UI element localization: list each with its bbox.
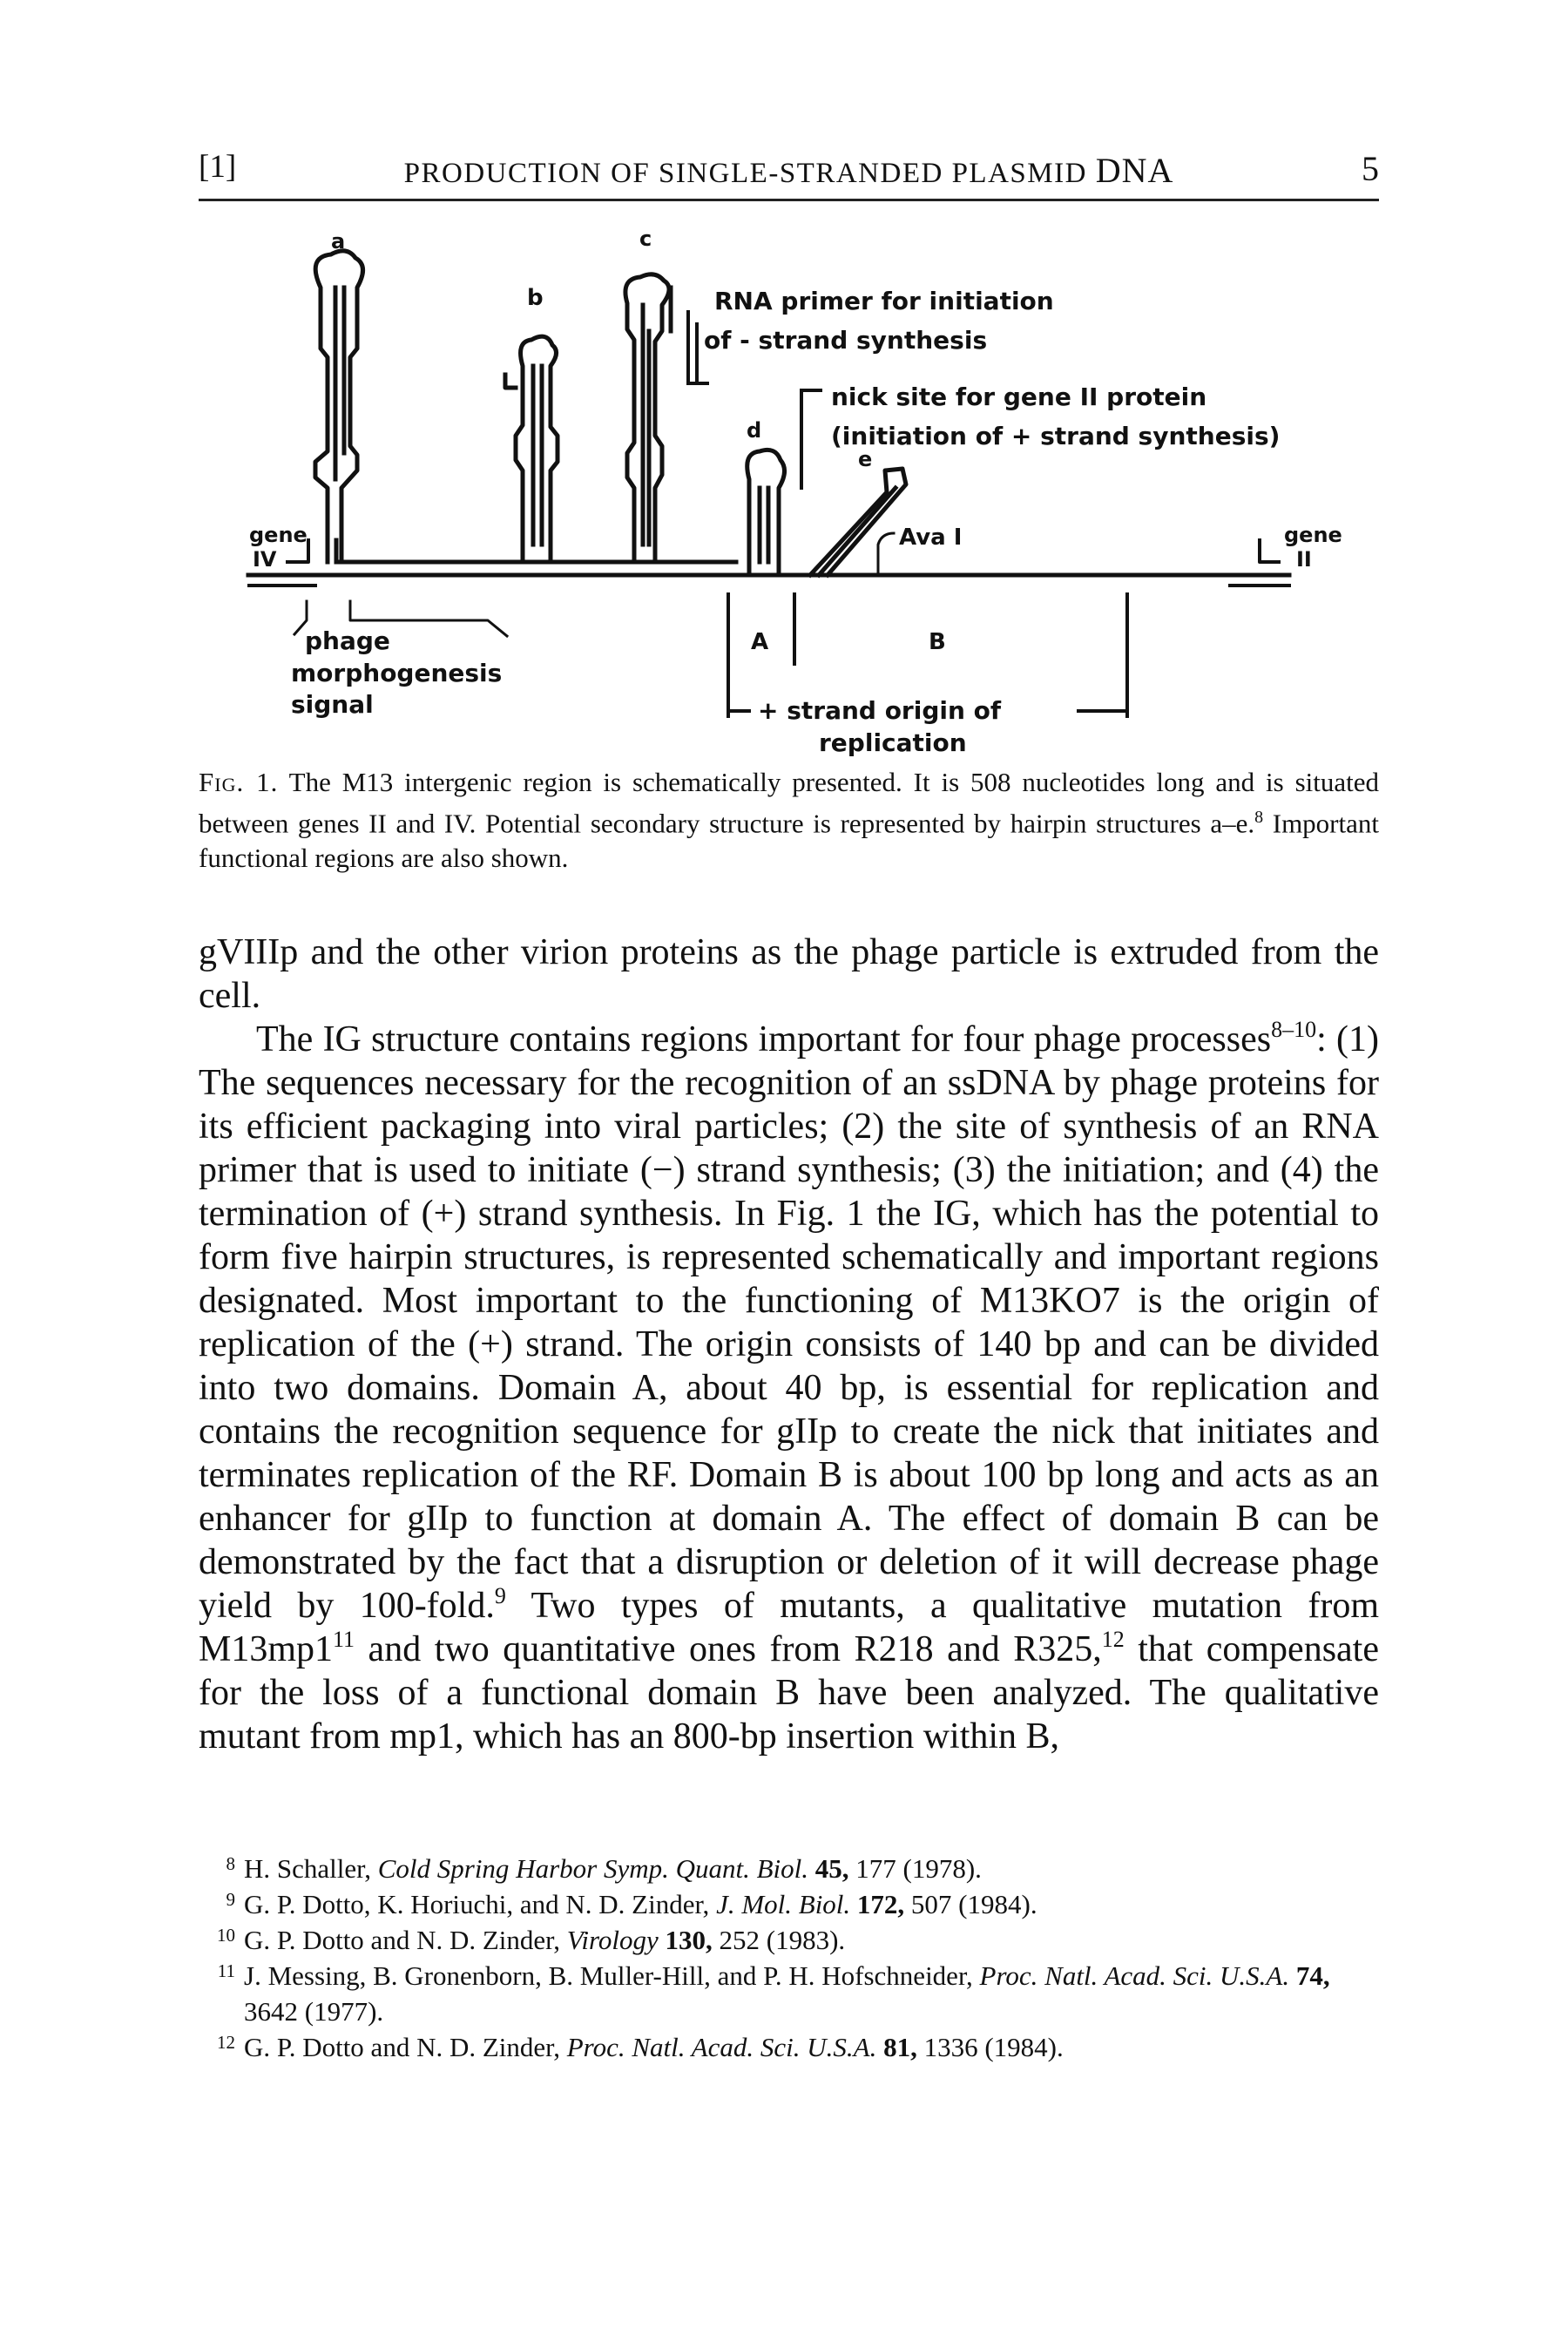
nick-site-label-line-1: nick site for gene II protein xyxy=(831,382,1207,411)
backbone-inner-strand xyxy=(336,540,736,562)
running-title-text: PRODUCTION OF SINGLE-STRANDED PLASMID xyxy=(403,158,1096,189)
gene-ii-label-line-2: II xyxy=(1296,547,1312,572)
caption-text: The M13 intergenic region is schematically presented. It is 508 nucleotides long and is situated between genes II and IV. Potential secondary structure is represented by hairpin structures a–e. xyxy=(199,767,1379,839)
label-hairpin-b: b xyxy=(527,285,544,311)
caption-text-end: Important functional regions are also shown. xyxy=(199,808,1379,874)
footnote-authors: H. Schaller, xyxy=(244,1853,378,1884)
nick-site-label-line-2: (initiation of + strand synthesis) xyxy=(831,422,1281,450)
footnote-journal: J. Mol. Biol. xyxy=(716,1889,851,1919)
phage-signal-label-line-2: morphogenesis xyxy=(291,659,503,687)
ava-i-marker xyxy=(878,533,894,575)
footnote-pages: 252 (1983). xyxy=(712,1925,846,1955)
label-hairpin-e: e xyxy=(858,447,873,471)
footnote-pages: 177 (1978). xyxy=(848,1853,982,1884)
footnote-volume: 74, xyxy=(1295,1960,1330,1991)
nick-site-bracket xyxy=(801,390,821,488)
paragraph-2 xyxy=(199,1018,1379,1758)
footnote-authors: G. P. Dotto, K. Horiuchi, and N. D. Zinder, xyxy=(244,1889,717,1919)
origin-label-line-1: + strand origin of xyxy=(758,696,1002,725)
footnote-volume: 45, xyxy=(814,1853,849,1884)
footnote-journal: Virology xyxy=(566,1925,659,1955)
figure-labels xyxy=(249,227,1342,757)
hairpin-b xyxy=(516,336,558,562)
footnote: 12 G. P. Dotto and N. D. Zinder, Proc. Natl. Acad. Sci. U.S.A. 81, 1336 (1984). xyxy=(217,2032,1064,2062)
footnotes xyxy=(199,1851,1379,2065)
footnote-authors: G. P. Dotto and N. D. Zinder, xyxy=(244,1925,567,1955)
footnote-volume: 130, xyxy=(665,1925,713,1955)
footnote-pages: 507 (1984). xyxy=(904,1889,1037,1919)
paragraph-2-part-c: Two types of mutants, a qualitative mutation from M13mp1 xyxy=(199,1586,1379,1669)
rna-primer-label-line-1: RNA primer for initiation xyxy=(714,287,1054,315)
hairpin-e xyxy=(810,469,906,575)
footnote: 10 G. P. Dotto and N. D. Zinder, Virology 130, 252 (1983). xyxy=(217,1925,846,1955)
paragraph-2-part-b: : (1) The sequences necessary for the recognition of an ssDNA by phage proteins for its efficient packaging into viral particles; (2) the site of synthesis of an RNA primer that is used to initiate (−) strand synthesis; (3) the initiation; and (4) the termination of (+) strand synthesis. In Fig. 1 the IG, which has the potential to form five hairpin structures, is represented schematically and important regions designated. Most important to the functioning of M13KO7 is the origin of replication of the (+) strand. The origin consists of 140 bp and can be divided into two domains. Domain A, about 40 bp, is essential for replication and contains the recognition sequence for gIIp to create the nick that initiates and terminates replication of the RF. Domain B is about 100 bp long and acts as an enhancer for gIIp to function at domain A. The effect of domain B can be demonstrated by the fact that a disruption or deletion of it will decrease phage yield by 100-fold. xyxy=(199,1019,1379,1626)
footnote: 9 G. P. Dotto, K. Horiuchi, and N. D. Zinder, J. Mol. Biol. 172, 507 (1984). xyxy=(226,1889,1037,1919)
footnote-journal: Proc. Natl. Acad. Sci. U.S.A. xyxy=(979,1960,1290,1991)
hairpin-d-inner xyxy=(760,488,768,562)
rna-primer-label-line-2: of - strand synthesis xyxy=(704,326,988,355)
section-number: [1] xyxy=(199,149,237,185)
gene-ii-marker xyxy=(1230,540,1289,586)
paragraph-2-part-e: that compensate for the loss of a functional domain B have been analyzed. The qualitative mutant from mp1, which has an 800-bp insertion within B, xyxy=(199,1629,1379,1757)
citation-12: 12 xyxy=(1101,1627,1125,1652)
footnote: 8 H. Schaller, Cold Spring Harbor Symp. Quant. Biol. 45, 177 (1978). xyxy=(226,1853,982,1884)
hairpin-d xyxy=(747,450,785,575)
label-hairpin-d: d xyxy=(747,418,762,443)
figure-1-diagram xyxy=(0,0,1568,767)
footnote-authors: G. P. Dotto and N. D. Zinder, xyxy=(244,2032,567,2062)
citation-9: 9 xyxy=(494,1583,506,1608)
footnote-pages: 3642 (1977). xyxy=(244,1996,384,2027)
domain-b-label: B xyxy=(929,629,946,655)
paragraph-2-part-d: and two quantitative ones from R218 and R325, xyxy=(355,1629,1102,1669)
gene-iv-label-line-2: IV xyxy=(253,547,277,572)
hairpin-a-inner xyxy=(335,288,344,479)
citation-8-10: 8–10 xyxy=(1271,1017,1317,1042)
figure-label: Fig. 1. xyxy=(199,767,279,797)
figure-caption xyxy=(199,765,1379,876)
footnote-journal: Proc. Natl. Acad. Sci. U.S.A. xyxy=(566,2032,877,2062)
footnote-authors: J. Messing, B. Gronenborn, B. Muller-Hill, and P. H. Hofschneider, xyxy=(244,1960,980,1991)
footnote-journal: Cold Spring Harbor Symp. Quant. Biol. xyxy=(377,1853,809,1884)
footnote-volume: 81, xyxy=(883,2032,917,2062)
hairpin-a xyxy=(315,251,363,562)
footnote-pages: 1336 (1984). xyxy=(916,2032,1064,2062)
paragraph-1: gVIIIp and the other virion proteins as the phage particle is extruded from the cell. xyxy=(199,932,1379,1016)
ava-i-label: Ava I xyxy=(899,525,963,551)
phage-signal-label-line-1: phage xyxy=(305,626,390,655)
footnote-volume: 172, xyxy=(856,1889,905,1919)
origin-label-line-2: replication xyxy=(819,728,967,757)
running-title-dna: DNA xyxy=(1095,151,1174,190)
hairpin-e-inner xyxy=(819,488,896,575)
label-hairpin-c: c xyxy=(639,227,652,251)
phage-signal-label-line-3: signal xyxy=(291,690,374,719)
page-number: 5 xyxy=(1362,149,1379,188)
gene-ii-label-line-1: gene xyxy=(1284,523,1342,547)
label-hairpin-a: a xyxy=(331,229,346,254)
body-text xyxy=(199,931,1379,1758)
citation-11: 11 xyxy=(333,1627,355,1652)
caption-reference: 8 xyxy=(1254,808,1264,827)
footnote: 11 J. Messing, B. Gronenborn, B. Muller-Hill, and P. H. Hofschneider, Proc. Natl. Acad. Sci. U.S.A. 74, 3642 (1977). xyxy=(217,1960,1330,2027)
paragraph-2-part-a: The IG structure contains regions important for four phage processes xyxy=(256,1019,1272,1059)
domain-a-label: A xyxy=(751,629,769,655)
gene-iv-label-line-1: gene xyxy=(249,523,308,547)
